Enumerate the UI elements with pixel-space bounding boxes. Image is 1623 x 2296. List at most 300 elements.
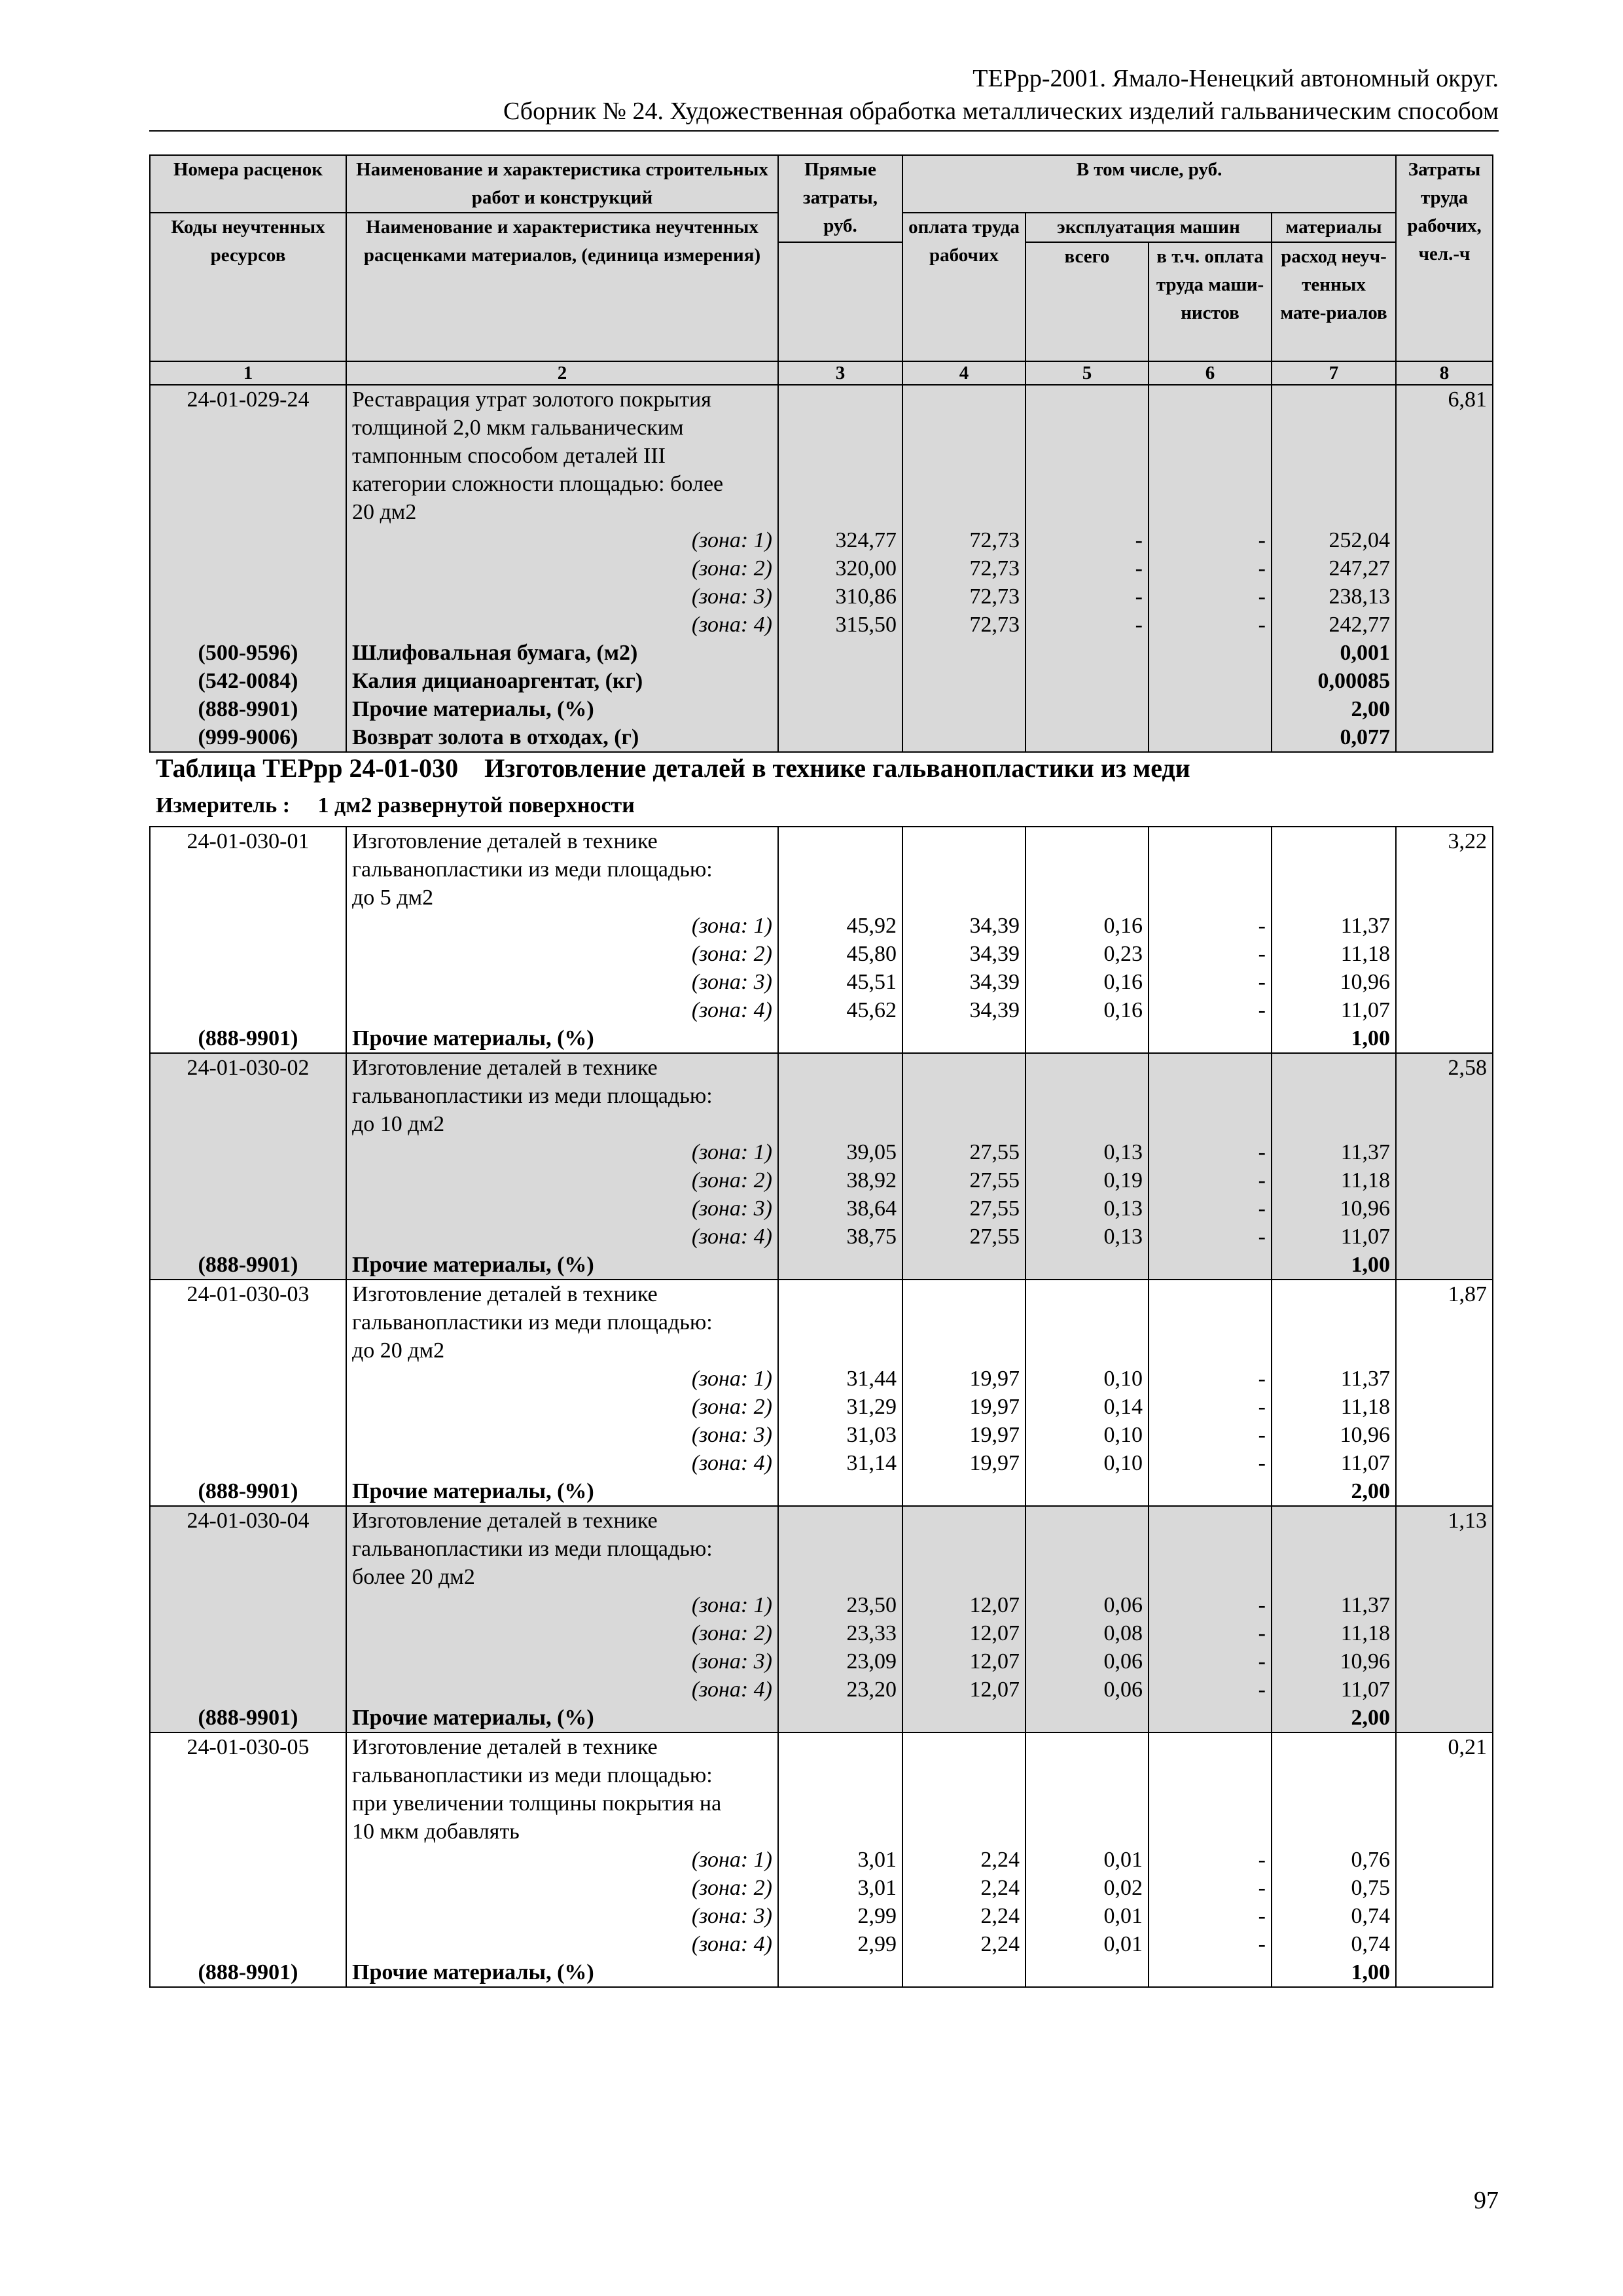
empty-cell xyxy=(150,1138,346,1166)
empty-cell xyxy=(1149,1477,1272,1506)
direct-cost: 315,50 xyxy=(778,611,902,639)
empty-cell xyxy=(1149,1053,1272,1138)
resource-code: (888-9901) xyxy=(150,1958,346,1987)
wages-cost: 27,55 xyxy=(902,1223,1026,1251)
empty-cell xyxy=(1396,1647,1493,1676)
page-number: 97 xyxy=(1474,2187,1499,2214)
column-numbers-row xyxy=(150,361,1493,385)
col-labor: Затраты труда рабочих, чел.-ч xyxy=(1396,155,1493,361)
empty-cell xyxy=(1396,1393,1493,1421)
machine-cost: - xyxy=(1026,611,1149,639)
materials-cost: 10,96 xyxy=(1272,1647,1396,1676)
materials-cost: 247,27 xyxy=(1272,554,1396,583)
direct-cost: 31,44 xyxy=(778,1365,902,1393)
direct-cost: 38,75 xyxy=(778,1223,902,1251)
empty-cell xyxy=(902,385,1026,526)
wages-cost: 34,39 xyxy=(902,968,1026,996)
zone-label: (зона: 3) xyxy=(346,1902,778,1930)
machinist-wages: - xyxy=(1149,554,1272,583)
empty-cell xyxy=(1026,1280,1149,1365)
resource-code: (888-9901) xyxy=(150,695,346,723)
machine-cost: 0,16 xyxy=(1026,996,1149,1024)
empty-cell xyxy=(150,1421,346,1449)
resource-name: Прочие материалы, (%) xyxy=(346,1958,778,1987)
empty-cell xyxy=(1396,912,1493,940)
direct-cost: 310,86 xyxy=(778,583,902,611)
zone-label: (зона: 4) xyxy=(346,1930,778,1958)
zone-label: (зона: 2) xyxy=(346,1619,778,1647)
materials-cost: 11,07 xyxy=(1272,1676,1396,1704)
materials-cost: 11,07 xyxy=(1272,1449,1396,1477)
direct-cost: 31,14 xyxy=(778,1449,902,1477)
wages-cost: 2,24 xyxy=(902,1874,1026,1902)
direct-cost: 324,77 xyxy=(778,526,902,554)
zone-row xyxy=(150,1591,1493,1619)
direct-cost: 23,09 xyxy=(778,1647,902,1676)
materials-cost: 11,37 xyxy=(1272,912,1396,940)
empty-cell xyxy=(150,1449,346,1477)
empty-cell xyxy=(1396,1958,1493,1987)
resource-row xyxy=(150,1251,1493,1280)
col-direct: Прямые затраты, руб. xyxy=(778,155,902,242)
empty-cell xyxy=(150,1619,346,1647)
wages-cost: 19,97 xyxy=(902,1365,1026,1393)
zone-label: (зона: 4) xyxy=(346,1676,778,1704)
zone-row xyxy=(150,1365,1493,1393)
zone-row xyxy=(150,1930,1493,1958)
empty-cell xyxy=(1272,1506,1396,1591)
col-name-bottom: Наименование и характеристика неучтенных расценками материалов, (единица измерения) xyxy=(346,213,778,361)
column-number: 7 xyxy=(1272,361,1396,385)
direct-cost: 38,64 xyxy=(778,1194,902,1223)
empty-cell xyxy=(1396,1138,1493,1166)
rate-title xyxy=(346,385,778,526)
rate-row xyxy=(150,385,1493,526)
empty-cell xyxy=(902,827,1026,912)
materials-cost: 11,37 xyxy=(1272,1138,1396,1166)
empty-cell xyxy=(1149,723,1272,752)
rate-title-line: Изготовление деталей в технике xyxy=(352,1509,658,1533)
empty-cell xyxy=(1396,1365,1493,1393)
rate-title-line: толщиной 2,0 мкм гальваническим xyxy=(352,416,684,440)
resource-name: Шлифовальная бумага, (м2) xyxy=(346,639,778,667)
measurer: Измеритель : 1 дм2 развернутой поверхности xyxy=(156,793,635,817)
machine-cost: 0,06 xyxy=(1026,1647,1149,1676)
column-number: 5 xyxy=(1026,361,1149,385)
machinist-wages: - xyxy=(1149,940,1272,968)
machine-cost: 0,10 xyxy=(1026,1421,1149,1449)
col-machine-wages: в т.ч. оплата труда маши-нистов xyxy=(1149,242,1272,361)
zone-row xyxy=(150,1676,1493,1704)
empty-cell xyxy=(1396,583,1493,611)
empty-cell xyxy=(150,968,346,996)
zone-row xyxy=(150,1647,1493,1676)
wages-cost: 2,24 xyxy=(902,1846,1026,1874)
empty-cell xyxy=(1396,554,1493,583)
wages-cost: 72,73 xyxy=(902,583,1026,611)
empty-cell xyxy=(1396,667,1493,695)
empty-cell xyxy=(1272,385,1396,526)
materials-cost: 0,74 xyxy=(1272,1902,1396,1930)
rate-title xyxy=(346,1053,778,1138)
resource-row xyxy=(150,1477,1493,1506)
empty-cell xyxy=(150,1930,346,1958)
empty-cell xyxy=(902,723,1026,752)
empty-cell xyxy=(1272,1732,1396,1846)
block-24-01-029-24 xyxy=(150,385,1493,752)
resource-name: Прочие материалы, (%) xyxy=(346,695,778,723)
rate-title-line: Изготовление деталей в технике xyxy=(352,829,658,853)
wages-cost: 12,07 xyxy=(902,1619,1026,1647)
empty-cell xyxy=(778,827,902,912)
empty-cell xyxy=(1272,827,1396,912)
zone-row xyxy=(150,1846,1493,1874)
direct-cost: 2,99 xyxy=(778,1930,902,1958)
machine-cost: 0,02 xyxy=(1026,1874,1149,1902)
rate-title-line: Реставрация утрат золотого покрытия xyxy=(352,387,711,412)
col-codes: Коды неучтенных ресурсов xyxy=(150,213,346,361)
empty-cell xyxy=(902,639,1026,667)
empty-cell xyxy=(1396,996,1493,1024)
zone-label: (зона: 3) xyxy=(346,1194,778,1223)
zone-label: (зона: 4) xyxy=(346,1449,778,1477)
empty-cell xyxy=(778,667,902,695)
wages-cost: 12,07 xyxy=(902,1676,1026,1704)
empty-cell xyxy=(1026,723,1149,752)
empty-cell xyxy=(1396,1421,1493,1449)
machine-cost: - xyxy=(1026,554,1149,583)
resource-row xyxy=(150,667,1493,695)
resource-code: (888-9901) xyxy=(150,1477,346,1506)
empty-cell xyxy=(778,723,902,752)
empty-cell xyxy=(150,912,346,940)
rate-row xyxy=(150,1506,1493,1591)
wages-cost: 34,39 xyxy=(902,940,1026,968)
wages-cost: 2,24 xyxy=(902,1930,1026,1958)
wages-cost: 72,73 xyxy=(902,554,1026,583)
zone-label: (зона: 1) xyxy=(346,1365,778,1393)
machinist-wages: - xyxy=(1149,1421,1272,1449)
page-header xyxy=(149,62,1499,132)
machinist-wages: - xyxy=(1149,1365,1272,1393)
resource-row xyxy=(150,695,1493,723)
empty-cell xyxy=(1026,695,1149,723)
empty-cell xyxy=(902,1280,1026,1365)
direct-cost: 320,00 xyxy=(778,554,902,583)
empty-cell xyxy=(1396,1194,1493,1223)
resource-code: (888-9901) xyxy=(150,1251,346,1280)
labor-value: 1,13 xyxy=(1396,1506,1493,1591)
empty-cell xyxy=(778,1251,902,1280)
direct-cost: 45,80 xyxy=(778,940,902,968)
empty-cell xyxy=(778,1732,902,1846)
machinist-wages: - xyxy=(1149,1930,1272,1958)
empty-cell xyxy=(902,1477,1026,1506)
empty-cell xyxy=(902,1704,1026,1732)
empty-cell xyxy=(902,1251,1026,1280)
empty-cell xyxy=(778,1280,902,1365)
materials-cost: 10,96 xyxy=(1272,968,1396,996)
wages-cost: 2,24 xyxy=(902,1902,1026,1930)
resource-row xyxy=(150,723,1493,752)
machine-cost: 0,01 xyxy=(1026,1902,1149,1930)
resource-amount: 0,00085 xyxy=(1272,667,1396,695)
empty-cell xyxy=(902,1053,1026,1138)
rate-title-line: гальванопластики из меди площадью: xyxy=(352,1084,713,1108)
resource-amount: 1,00 xyxy=(1272,1958,1396,1987)
empty-cell xyxy=(1272,1053,1396,1138)
zone-row xyxy=(150,1449,1493,1477)
column-number: 4 xyxy=(902,361,1026,385)
wages-cost: 72,73 xyxy=(902,526,1026,554)
machine-cost: 0,08 xyxy=(1026,1619,1149,1647)
machine-cost: 0,14 xyxy=(1026,1393,1149,1421)
empty-cell xyxy=(1026,1506,1149,1591)
rate-row xyxy=(150,1732,1493,1846)
materials-cost: 0,75 xyxy=(1272,1874,1396,1902)
materials-cost: 10,96 xyxy=(1272,1194,1396,1223)
machine-cost: 0,19 xyxy=(1026,1166,1149,1194)
col-including: В том числе, руб. xyxy=(902,155,1396,213)
zone-row xyxy=(150,1902,1493,1930)
zone-label: (зона: 3) xyxy=(346,1647,778,1676)
rate-title-line: Изготовление деталей в технике xyxy=(352,1735,658,1759)
zone-row xyxy=(150,1393,1493,1421)
wages-cost: 19,97 xyxy=(902,1393,1026,1421)
empty-cell xyxy=(778,1506,902,1591)
column-number: 2 xyxy=(346,361,778,385)
rate-title-line: Изготовление деталей в технике xyxy=(352,1282,658,1306)
rate-title-line: 10 мкм добавлять xyxy=(352,1820,520,1844)
empty-cell xyxy=(778,1024,902,1053)
empty-cell xyxy=(1149,1024,1272,1053)
empty-cell xyxy=(1026,639,1149,667)
machinist-wages: - xyxy=(1149,1393,1272,1421)
column-number: 3 xyxy=(778,361,902,385)
header-line-1: ТЕРрр-2001. Ямало-Ненецкий автономный округ. xyxy=(972,65,1499,92)
zone-row xyxy=(150,996,1493,1024)
resource-code: (542-0084) xyxy=(150,667,346,695)
empty-cell xyxy=(1396,968,1493,996)
materials-cost: 10,96 xyxy=(1272,1421,1396,1449)
zone-row xyxy=(150,968,1493,996)
empty-cell xyxy=(1396,1166,1493,1194)
materials-cost: 0,76 xyxy=(1272,1846,1396,1874)
zone-label: (зона: 4) xyxy=(346,1223,778,1251)
materials-cost: 11,37 xyxy=(1272,1365,1396,1393)
wages-cost: 72,73 xyxy=(902,611,1026,639)
zone-row xyxy=(150,1619,1493,1647)
resource-code: (500-9596) xyxy=(150,639,346,667)
resource-name: Возврат золота в отходах, (г) xyxy=(346,723,778,752)
resource-amount: 1,00 xyxy=(1272,1251,1396,1280)
resource-amount: 1,00 xyxy=(1272,1024,1396,1053)
empty-cell xyxy=(778,1704,902,1732)
col-materials-sub: расход неуч-тенных мате-риалов xyxy=(1272,242,1396,361)
direct-cost: 38,92 xyxy=(778,1166,902,1194)
empty-cell xyxy=(1149,1732,1272,1846)
empty-cell xyxy=(150,940,346,968)
wages-cost: 27,55 xyxy=(902,1194,1026,1223)
resource-name: Калия дицианоаргентат, (кг) xyxy=(346,667,778,695)
empty-cell xyxy=(1396,723,1493,752)
empty-cell xyxy=(1026,1477,1149,1506)
empty-cell xyxy=(1396,1251,1493,1280)
empty-cell xyxy=(1396,1930,1493,1958)
zone-row xyxy=(150,1166,1493,1194)
empty-cell xyxy=(1149,1251,1272,1280)
rate-title-line: категории сложности площадью: более xyxy=(352,472,724,496)
wages-cost: 27,55 xyxy=(902,1138,1026,1166)
rate-code: 24-01-030-04 xyxy=(150,1506,346,1591)
rate-row xyxy=(150,1053,1493,1138)
materials-cost: 11,18 xyxy=(1272,940,1396,968)
zone-row xyxy=(150,1194,1493,1223)
machine-cost: 0,13 xyxy=(1026,1194,1149,1223)
col-wages: оплата труда рабочих xyxy=(902,213,1026,361)
resource-row xyxy=(150,1024,1493,1053)
machine-cost: 0,01 xyxy=(1026,1846,1149,1874)
wages-cost: 12,07 xyxy=(902,1591,1026,1619)
machinist-wages: - xyxy=(1149,1449,1272,1477)
empty-cell xyxy=(1149,1280,1272,1365)
empty-cell xyxy=(1149,385,1272,526)
empty-cell xyxy=(150,1194,346,1223)
materials-cost: 11,18 xyxy=(1272,1166,1396,1194)
rate-title xyxy=(346,827,778,912)
empty-cell xyxy=(1026,1958,1149,1987)
labor-value: 2,58 xyxy=(1396,1053,1493,1138)
empty-cell xyxy=(1396,1846,1493,1874)
empty-cell xyxy=(1149,1506,1272,1591)
resource-name: Прочие материалы, (%) xyxy=(346,1477,778,1506)
resource-row xyxy=(150,1704,1493,1732)
machinist-wages: - xyxy=(1149,996,1272,1024)
rate-title-line: гальванопластики из меди площадью: xyxy=(352,1310,713,1335)
empty-cell xyxy=(1026,1053,1149,1138)
resource-amount: 0,077 xyxy=(1272,723,1396,752)
machinist-wages: - xyxy=(1149,1676,1272,1704)
rate-title-line: гальванопластики из меди площадью: xyxy=(352,1763,713,1787)
empty-cell xyxy=(1396,639,1493,667)
wages-cost: 34,39 xyxy=(902,996,1026,1024)
empty-cell xyxy=(778,1958,902,1987)
column-number: 1 xyxy=(150,361,346,385)
resource-amount: 0,001 xyxy=(1272,639,1396,667)
empty-cell xyxy=(902,695,1026,723)
empty-cell xyxy=(1396,1902,1493,1930)
empty-cell xyxy=(1149,1704,1272,1732)
wages-cost: 12,07 xyxy=(902,1647,1026,1676)
machine-cost: 0,06 xyxy=(1026,1591,1149,1619)
machine-cost: 0,16 xyxy=(1026,968,1149,996)
resource-code: (999-9006) xyxy=(150,723,346,752)
col-name-top: Наименование и характеристика строительных работ и конструкций xyxy=(346,155,778,213)
empty-cell xyxy=(150,1647,346,1676)
empty-cell xyxy=(1396,1024,1493,1053)
empty-cell xyxy=(778,695,902,723)
materials-cost: 252,04 xyxy=(1272,526,1396,554)
empty-cell xyxy=(150,1676,346,1704)
col-machine-total: всего xyxy=(1026,242,1149,361)
col-rate-numbers: Номера расценок xyxy=(150,155,346,213)
empty-cell xyxy=(778,639,902,667)
machinist-wages: - xyxy=(1149,1846,1272,1874)
machine-cost: 0,13 xyxy=(1026,1223,1149,1251)
col-machine-op: эксплуатация машин xyxy=(1026,213,1272,242)
col-materials: материалы xyxy=(1272,213,1396,242)
resource-name: Прочие материалы, (%) xyxy=(346,1024,778,1053)
wages-cost: 27,55 xyxy=(902,1166,1026,1194)
zone-row xyxy=(150,912,1493,940)
machinist-wages: - xyxy=(1149,968,1272,996)
zone-label: (зона: 2) xyxy=(346,554,778,583)
rate-title-line: более 20 дм2 xyxy=(352,1565,475,1589)
empty-cell xyxy=(1026,385,1149,526)
rate-title-line: Изготовление деталей в технике xyxy=(352,1056,658,1080)
direct-cost: 45,92 xyxy=(778,912,902,940)
rate-title-line: тампонным способом деталей III xyxy=(352,444,666,468)
empty-cell xyxy=(1272,1280,1396,1365)
direct-cost: 45,51 xyxy=(778,968,902,996)
zone-row xyxy=(150,1874,1493,1902)
materials-cost: 238,13 xyxy=(1272,583,1396,611)
rate-code: 24-01-030-05 xyxy=(150,1732,346,1846)
machine-cost: 0,06 xyxy=(1026,1676,1149,1704)
zone-label: (зона: 3) xyxy=(346,583,778,611)
materials-cost: 11,07 xyxy=(1272,1223,1396,1251)
machine-cost: 0,13 xyxy=(1026,1138,1149,1166)
empty-cell xyxy=(902,1958,1026,1987)
empty-cell xyxy=(150,526,346,554)
resource-name: Прочие материалы, (%) xyxy=(346,1251,778,1280)
machine-cost: 0,01 xyxy=(1026,1930,1149,1958)
column-number: 6 xyxy=(1149,361,1272,385)
empty-cell xyxy=(1396,1704,1493,1732)
labor-value: 3,22 xyxy=(1396,827,1493,912)
zone-label: (зона: 3) xyxy=(346,1421,778,1449)
zone-label: (зона: 4) xyxy=(346,996,778,1024)
empty-cell xyxy=(778,1477,902,1506)
labor-value: 6,81 xyxy=(1396,385,1493,526)
zone-row xyxy=(150,583,1493,611)
zone-row xyxy=(150,526,1493,554)
empty-cell xyxy=(1396,1676,1493,1704)
empty-cell xyxy=(1026,1704,1149,1732)
empty-cell xyxy=(1396,1449,1493,1477)
machinist-wages: - xyxy=(1149,611,1272,639)
empty-cell xyxy=(150,1365,346,1393)
zone-label: (зона: 1) xyxy=(346,1846,778,1874)
empty-cell xyxy=(1396,1619,1493,1647)
zone-row xyxy=(150,1138,1493,1166)
rate-title-line: гальванопластики из меди площадью: xyxy=(352,1537,713,1561)
empty-cell xyxy=(1149,827,1272,912)
wages-cost: 34,39 xyxy=(902,912,1026,940)
rate-title xyxy=(346,1280,778,1365)
empty-cell xyxy=(1396,1223,1493,1251)
machinist-wages: - xyxy=(1149,1591,1272,1619)
direct-cost: 31,29 xyxy=(778,1393,902,1421)
empty-cell xyxy=(150,583,346,611)
empty-cell xyxy=(1396,695,1493,723)
zone-row xyxy=(150,940,1493,968)
rate-code: 24-01-029-24 xyxy=(150,385,346,526)
materials-cost: 242,77 xyxy=(1272,611,1396,639)
resource-amount: 2,00 xyxy=(1272,1704,1396,1732)
empty-cell xyxy=(902,1506,1026,1591)
zone-row xyxy=(150,1421,1493,1449)
